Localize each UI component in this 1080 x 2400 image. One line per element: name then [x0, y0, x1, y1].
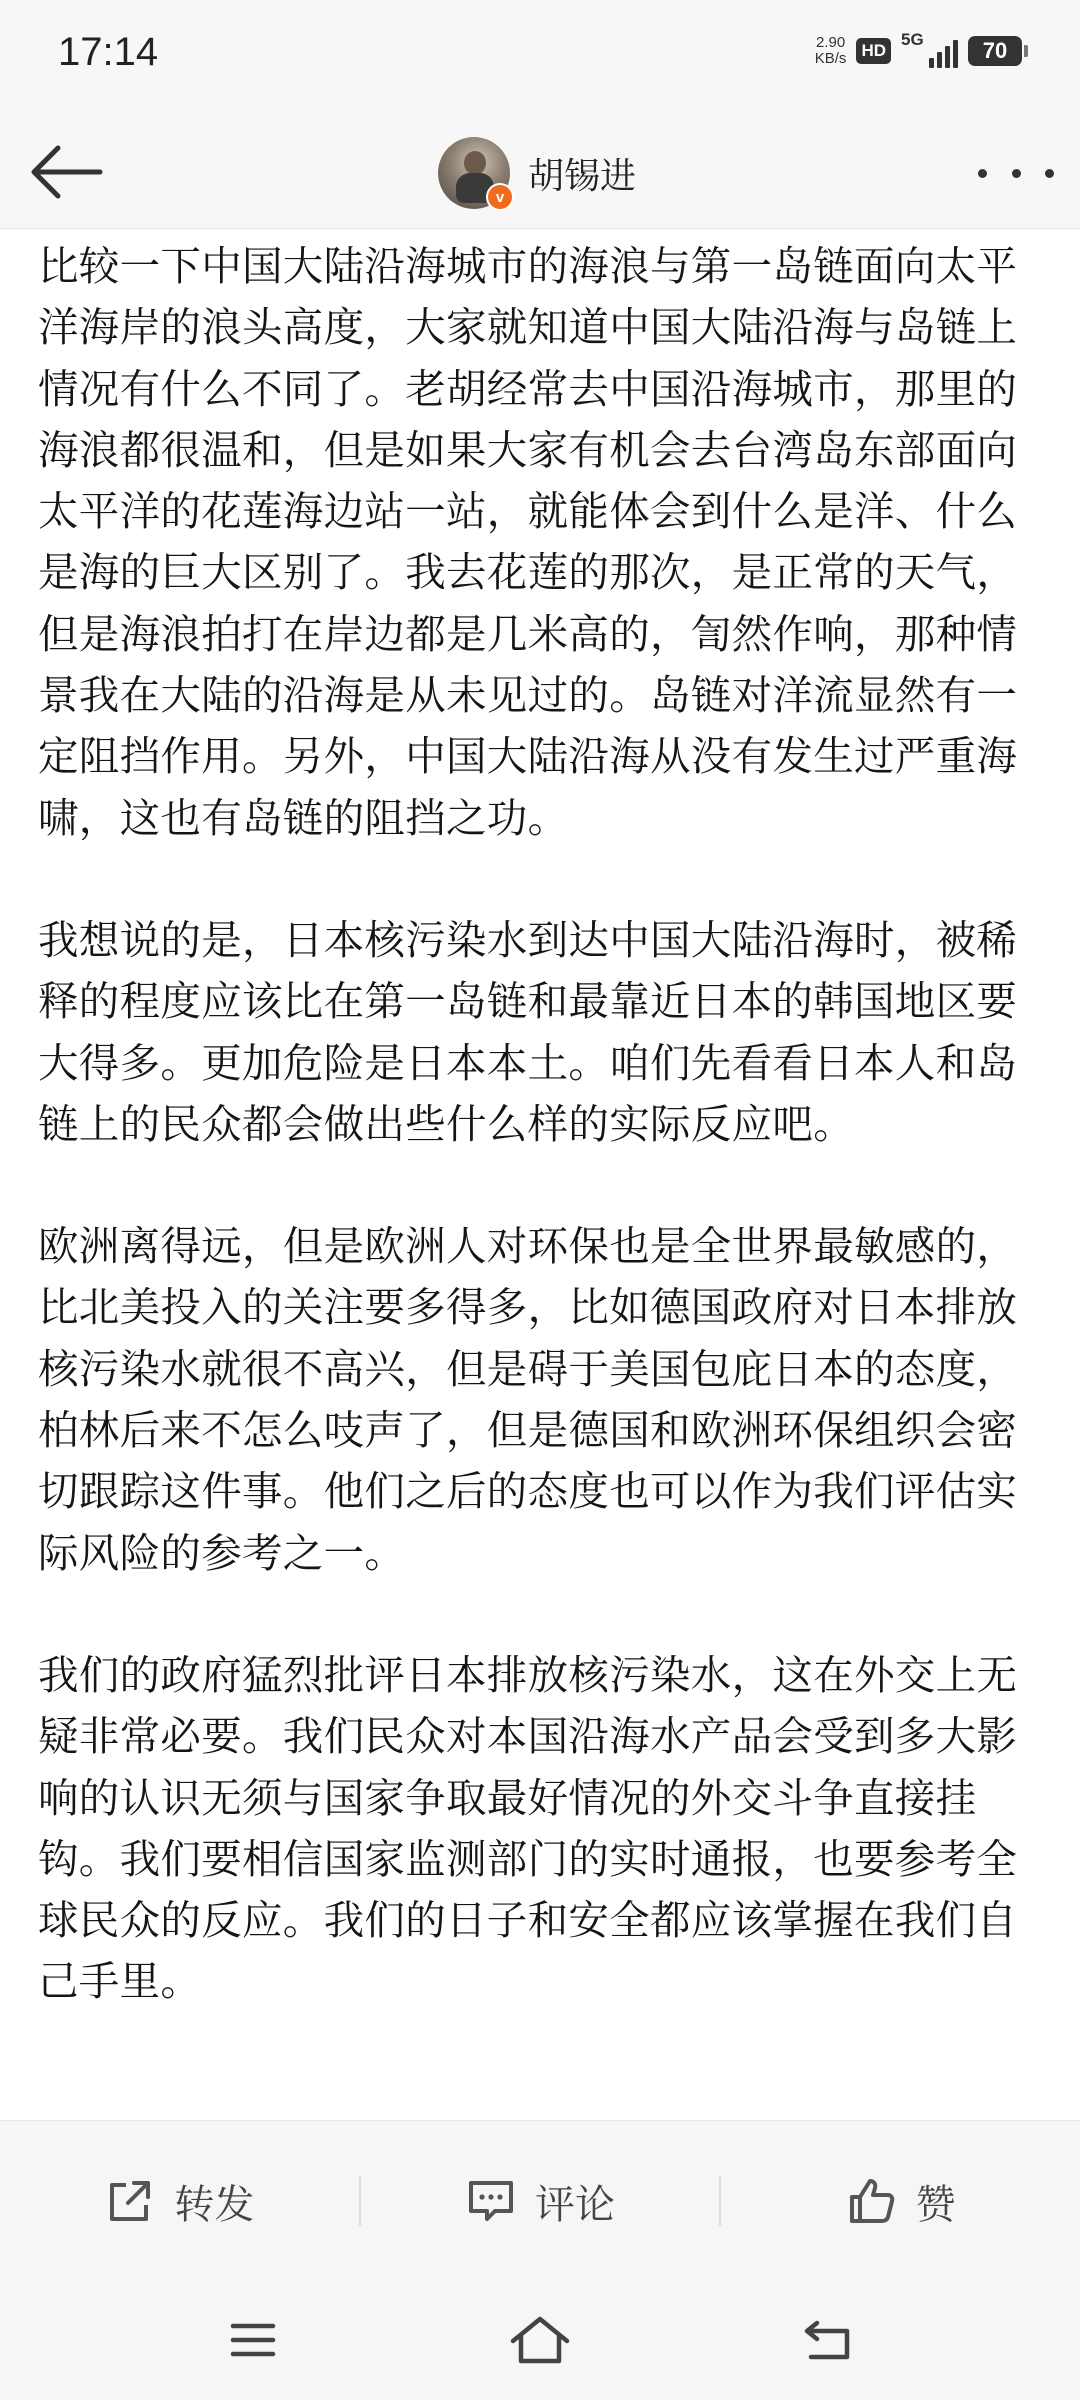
repost-label: 转发	[174, 2181, 255, 2228]
verified-badge-icon: v	[486, 183, 514, 211]
more-dots-icon	[1012, 169, 1021, 178]
comment-label: 评论	[535, 2181, 615, 2228]
arrow-left-icon	[28, 142, 104, 202]
comment-bubble-icon	[465, 2175, 517, 2227]
author-name[interactable]: 胡锡进	[528, 155, 637, 197]
share-out-icon	[104, 2175, 156, 2227]
network-speed-unit: KB/s	[814, 50, 847, 67]
back-button[interactable]	[22, 132, 110, 212]
signal-bar	[929, 58, 934, 68]
like-label: 赞	[915, 2181, 956, 2228]
nav-home-button[interactable]	[500, 2305, 580, 2375]
repost-button[interactable]	[0, 2121, 359, 2281]
signal-bar	[953, 40, 958, 68]
more-dots-icon	[1045, 169, 1054, 178]
network-speed	[815, 35, 847, 67]
battery-level: 70	[982, 38, 1008, 63]
signal-bar	[937, 52, 942, 68]
status-bar	[0, 0, 1080, 118]
system-nav-bar	[0, 2280, 1080, 2400]
thumbs-up-icon	[846, 2175, 898, 2227]
avatar[interactable]	[438, 137, 510, 209]
post-paragraph: 我想说的是，日本核污染水到达中国大陆沿海时，被稀释的程度应该比在第一岛链和最靠近日本的韩国地区要大得多。更加危险是日本本土。咱们先看看日本人和岛链上的民众都会做出些什么样的实际反应吧。	[38, 915, 1018, 1148]
post-action-bar	[0, 2120, 1080, 2281]
comment-button[interactable]	[361, 2121, 720, 2281]
signal-strength-icon	[901, 30, 958, 68]
post-content	[38, 236, 1048, 2120]
status-indicators	[814, 30, 1022, 68]
post-paragraph: 比较一下中国大陆沿海城市的海浪与第一岛链面向太平洋海岸的浪头高度，大家就知道中国大陆沿海与岛链上情况有什么不同了。老胡经常去中国沿海城市，那里的海浪都很温和，但是如果大家有机会去台湾岛东部面向太平洋的花莲海边站一站，就能体会到什么是洋、什么是海的巨大区别了。我去花莲的那次，是正常的天气，但是海浪拍打在岸边都是几米高的，訇然作响，那种情景我在大陆的沿海是从未见过的。岛链对洋流显然有一定阻挡作用。另外，中国大陆沿海从没有发生过严重海啸，这也有岛链的阻挡之功。	[38, 242, 1018, 842]
post-paragraph: 欧洲离得远，但是欧洲人对环保也是全世界最敏感的，比北美投入的关注要多得多，比如德国政府对日本排放核污染水就很不高兴，但是碍于美国包庇日本的态度，柏林后来不怎么吱声了，但是德国和欧洲环保组织会密切跟踪这件事。他们之后的态度也可以作为我们评估实际风险的参考之一。	[38, 1222, 1018, 1577]
avatar-head	[464, 151, 486, 175]
menu-icon	[229, 2320, 277, 2360]
network-type: 5G	[901, 30, 924, 49]
post-paragraph: 我们的政府猛烈批评日本排放核污染水，这在外交上无疑非常必要。我们民众对本国沿海水产品会受到多大影响的认识无须与国家争取最好情况的外交斗争直接挂钩。我们要相信国家监测部门的实时通报，也要参考全球民众的反应。我们的日子和安全都应该掌握在我们自己手里。	[38, 1650, 1018, 2006]
more-dots-icon	[978, 169, 987, 178]
post-header	[0, 118, 1080, 229]
signal-bar	[945, 46, 950, 68]
battery-icon	[968, 36, 1022, 66]
nav-back-button[interactable]	[787, 2305, 867, 2375]
more-options-button[interactable]	[978, 148, 1054, 198]
hd-badge: HD	[856, 38, 891, 64]
network-speed-value: 2.90	[815, 34, 846, 51]
author-info[interactable]	[438, 128, 636, 218]
home-icon	[509, 2315, 571, 2365]
nav-menu-button[interactable]	[213, 2305, 293, 2375]
like-button[interactable]	[721, 2121, 1080, 2281]
status-time: 17:14	[58, 30, 159, 74]
return-icon	[801, 2317, 853, 2363]
